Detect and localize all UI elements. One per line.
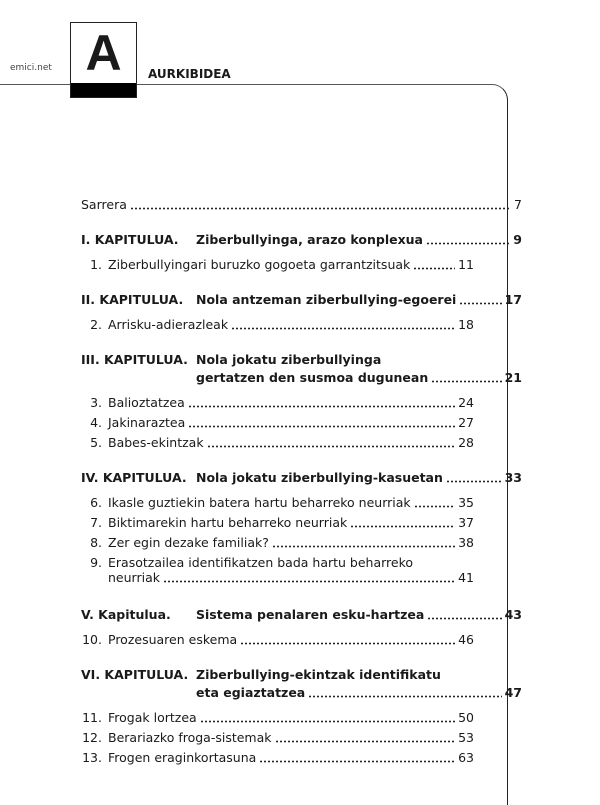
entry-body — [108, 750, 474, 765]
entry-title: Nola jokatu ziberbullying-kasuetan — [196, 470, 443, 485]
entry-line — [196, 370, 522, 385]
dot-leader — [275, 733, 456, 743]
entry-line — [81, 197, 522, 212]
dot-leader — [240, 635, 455, 645]
entry-number: 11. — [82, 710, 102, 725]
dot-leader — [414, 498, 455, 508]
entry-line — [196, 232, 522, 247]
entry-body — [196, 470, 522, 485]
chapter-label: IV. KAPITULUA. — [81, 470, 187, 485]
dot-leader — [431, 373, 501, 383]
dot-leader — [427, 610, 501, 620]
page-number: 38 — [458, 535, 474, 550]
entry-line — [108, 555, 474, 570]
entry-line — [108, 632, 474, 647]
dot-leader — [207, 438, 456, 448]
entry-line — [196, 667, 522, 682]
letter-box-band — [71, 83, 136, 97]
dot-leader — [272, 538, 455, 548]
toc-entry[interactable] — [82, 415, 474, 430]
dot-leader — [446, 473, 502, 483]
entry-line — [108, 535, 474, 550]
entry-title: Balioztatzea — [108, 395, 185, 410]
entry-title: Frogak lortzea — [108, 710, 197, 725]
entry-line — [108, 570, 474, 585]
dot-leader — [308, 688, 501, 698]
entry-title: Zer egin dezake familiak? — [108, 535, 269, 550]
page-number: 27 — [458, 415, 474, 430]
toc-entry[interactable] — [82, 555, 474, 585]
toc-entry[interactable] — [82, 730, 474, 745]
entry-title: neurriak — [108, 570, 160, 585]
toc-entry[interactable] — [82, 750, 474, 765]
page-number: 24 — [458, 395, 474, 410]
entry-line — [196, 607, 522, 622]
toc-chapter[interactable] — [81, 470, 522, 485]
toc-entry[interactable] — [82, 257, 474, 272]
page-number: 63 — [458, 750, 474, 765]
page-number: 41 — [458, 570, 474, 585]
dot-leader — [231, 320, 455, 330]
header-rule — [0, 84, 70, 85]
toc-entry[interactable] — [82, 395, 474, 410]
entry-line — [196, 685, 522, 700]
entry-body — [108, 435, 474, 450]
dot-leader — [200, 713, 455, 723]
section-letter: A — [85, 25, 122, 81]
page-number: 18 — [458, 317, 474, 332]
entry-body — [108, 495, 474, 510]
entry-title: Nola antzeman ziberbullying-egoerei — [196, 292, 457, 307]
entry-title: Berariazko froga-sistemak — [108, 730, 272, 745]
page-number: 47 — [504, 685, 522, 700]
entry-number: 8. — [90, 535, 102, 550]
dot-leader — [426, 235, 510, 245]
entry-body — [108, 555, 474, 585]
entry-line — [108, 710, 474, 725]
section-title: AURKIBIDEA — [148, 67, 231, 81]
entry-title: Erasotzailea identifikatzen bada hartu beharreko — [108, 555, 414, 570]
entry-body — [196, 607, 522, 622]
page-number: 37 — [458, 515, 474, 530]
entry-body — [108, 632, 474, 647]
entry-line — [108, 730, 474, 745]
entry-number: 4. — [90, 415, 102, 430]
entry-number: 2. — [90, 317, 102, 332]
toc-entry[interactable] — [82, 515, 474, 530]
entry-number: 9. — [90, 555, 102, 570]
dot-leader — [459, 295, 501, 305]
entry-title: eta egiaztatzea — [196, 685, 306, 700]
entry-body — [108, 415, 474, 430]
entry-body — [108, 257, 474, 272]
entry-title: Arrisku-adierazleak — [108, 317, 229, 332]
entry-body — [108, 730, 474, 745]
entry-title: Ikasle guztiekin batera hartu beharreko neurriak — [108, 495, 411, 510]
toc-entry[interactable] — [82, 710, 474, 725]
toc-chapter[interactable] — [81, 352, 522, 385]
entry-line — [108, 750, 474, 765]
dot-leader — [130, 200, 511, 210]
entry-number: 12. — [82, 730, 102, 745]
entry-body — [196, 232, 522, 247]
entry-line — [108, 317, 474, 332]
page-number: 28 — [458, 435, 474, 450]
page-number: 43 — [504, 607, 522, 622]
entry-number: 10. — [82, 632, 102, 647]
entry-title: Nola jokatu ziberbullyinga — [196, 352, 382, 367]
toc-entry[interactable] — [82, 435, 474, 450]
entry-title: Biktimarekin hartu beharreko neurriak — [108, 515, 348, 530]
page-number: 33 — [504, 470, 522, 485]
page-number: 50 — [458, 710, 474, 725]
entry-number: 13. — [82, 750, 102, 765]
chapter-label: VI. KAPITULUA. — [81, 667, 189, 682]
entry-title: Sistema penalaren esku-hartzea — [196, 607, 425, 622]
toc-chapter[interactable] — [81, 292, 522, 307]
dot-leader — [163, 573, 455, 583]
dot-leader — [188, 418, 455, 428]
entry-body — [81, 197, 522, 212]
entry-body — [108, 535, 474, 550]
toc-chapter[interactable] — [81, 607, 522, 622]
dot-leader — [413, 260, 455, 270]
entry-title: Ziberbullyinga, arazo konplexua — [196, 232, 423, 247]
entry-body — [196, 292, 522, 307]
toc-entry[interactable] — [82, 317, 474, 332]
toc-entry[interactable] — [82, 495, 474, 510]
entry-title: Sarrera — [81, 197, 127, 212]
entry-number: 1. — [90, 257, 102, 272]
page-number: 53 — [458, 730, 474, 745]
entry-body — [196, 667, 522, 700]
chapter-label: III. KAPITULUA. — [81, 352, 188, 367]
dot-leader — [350, 518, 455, 528]
dot-leader — [188, 398, 455, 408]
section-letter-box — [70, 22, 137, 98]
dot-leader — [259, 753, 455, 763]
toc-chapter[interactable] — [81, 232, 522, 247]
page-number: 17 — [504, 292, 522, 307]
toc-entry[interactable] — [81, 197, 522, 212]
entry-body — [196, 352, 522, 385]
entry-number: 6. — [90, 495, 102, 510]
page-number: 7 — [514, 197, 522, 212]
entry-line — [108, 435, 474, 450]
toc-entry[interactable] — [82, 632, 474, 647]
entry-title: Babes-ekintzak — [108, 435, 204, 450]
entry-body — [108, 395, 474, 410]
page-number: 9 — [513, 232, 522, 247]
entry-line — [108, 257, 474, 272]
page-number: 46 — [458, 632, 474, 647]
page-number: 35 — [458, 495, 474, 510]
entry-line — [196, 292, 522, 307]
chapter-label: V. Kapitulua. — [81, 607, 171, 622]
entry-title: Prozesuaren eskema — [108, 632, 238, 647]
entry-body — [108, 710, 474, 725]
site-name: emici.net — [10, 63, 52, 73]
entry-line — [108, 515, 474, 530]
chapter-label: I. KAPITULUA. — [81, 232, 179, 247]
entry-number: 7. — [90, 515, 102, 530]
entry-line — [196, 470, 522, 485]
entry-title: Ziberbullyingari buruzko gogoeta garrantzitsuak — [108, 257, 411, 272]
page-number: 21 — [504, 370, 522, 385]
entry-title: Ziberbullying-ekintzak identifikatu — [196, 667, 441, 682]
entry-body — [108, 317, 474, 332]
entry-line — [108, 415, 474, 430]
entry-number: 3. — [90, 395, 102, 410]
toc-chapter[interactable] — [81, 667, 522, 700]
entry-line — [108, 395, 474, 410]
toc-entry[interactable] — [82, 535, 474, 550]
entry-line — [196, 352, 522, 367]
entry-body — [108, 515, 474, 530]
entry-title: Jakinaraztea — [108, 415, 186, 430]
entry-number: 5. — [90, 435, 102, 450]
entry-line — [108, 495, 474, 510]
chapter-label: II. KAPITULUA. — [81, 292, 184, 307]
entry-title: gertatzen den susmoa dugunean — [196, 370, 429, 385]
page-number: 11 — [458, 257, 474, 272]
entry-title: Frogen eraginkortasuna — [108, 750, 257, 765]
